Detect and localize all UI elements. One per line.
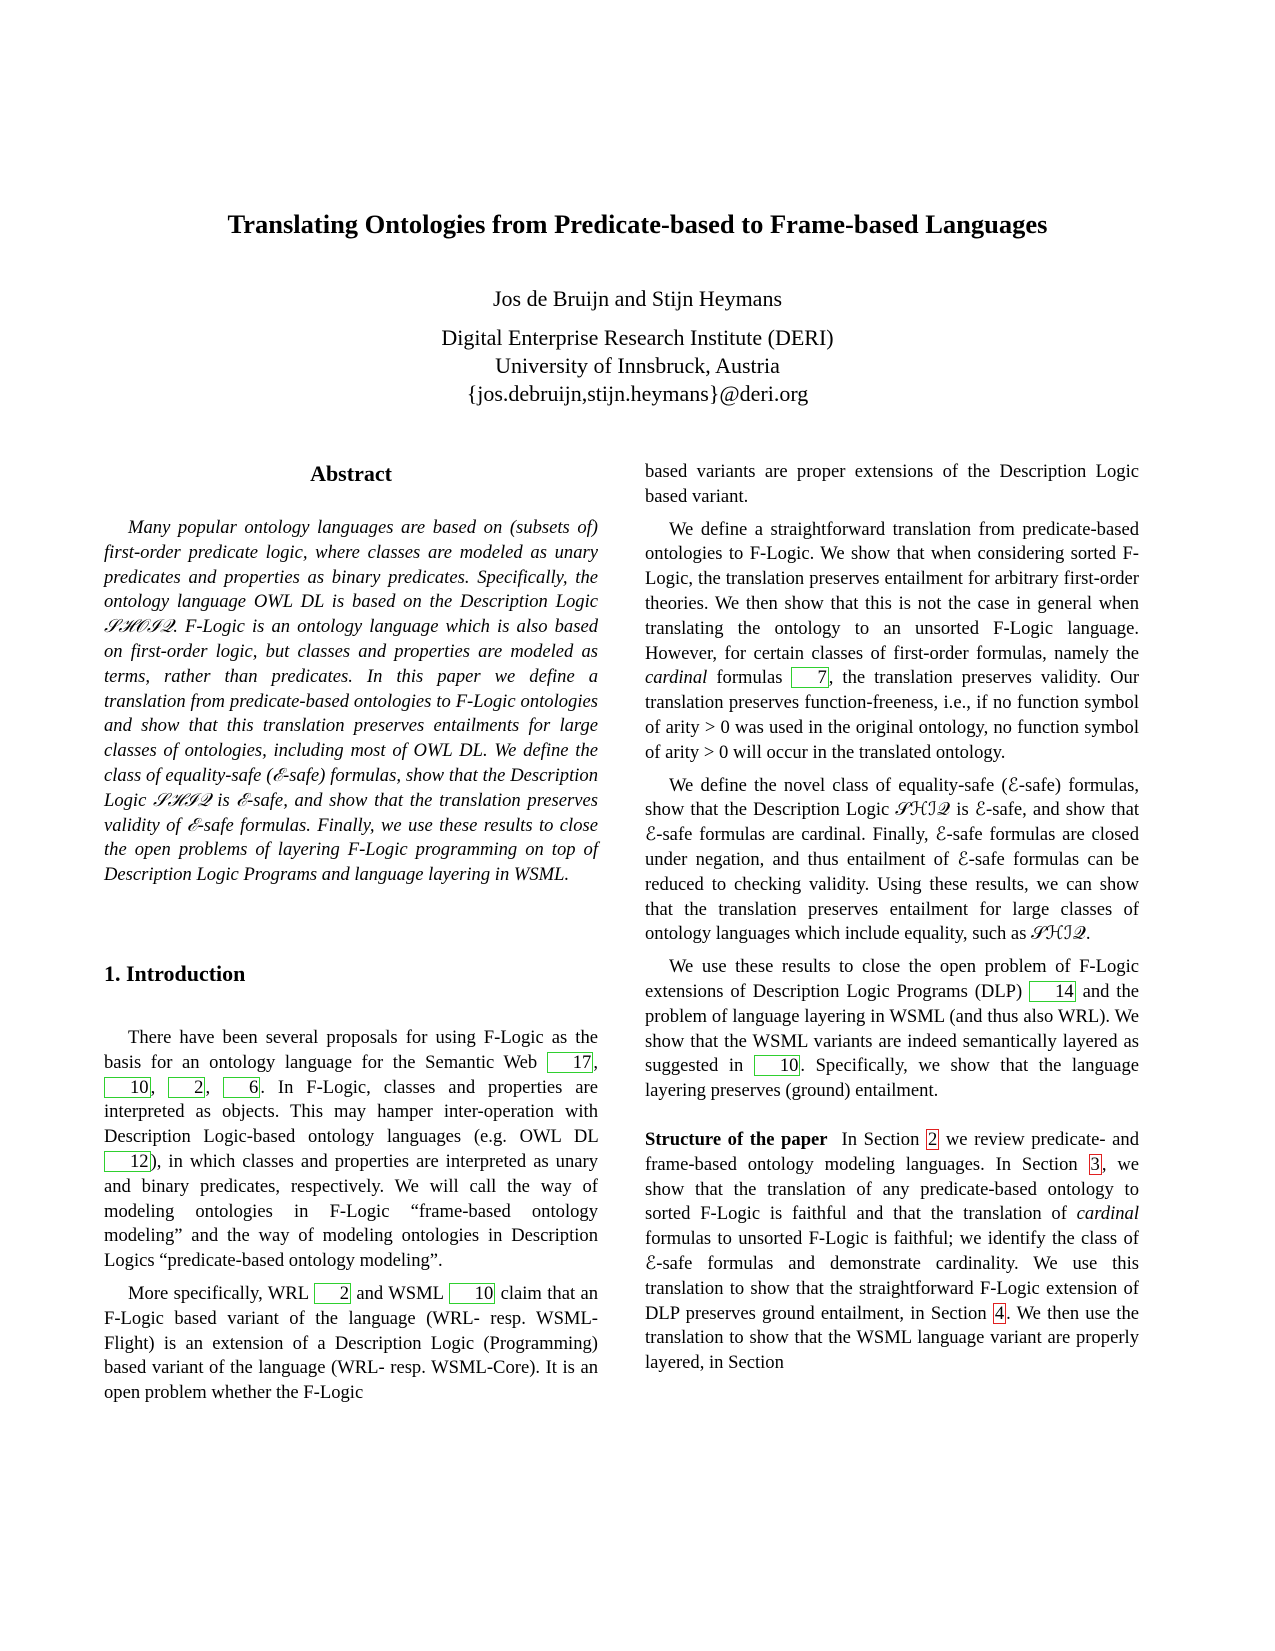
- citation-link[interactable]: 12: [104, 1151, 151, 1172]
- intro-paragraph-2: [104, 1282, 598, 1406]
- text-run: formulas: [716, 667, 783, 689]
- text-run: and WSML: [356, 1282, 444, 1304]
- affiliation-institute: Digital Enterprise Research Institute (DERI): [441, 325, 834, 350]
- citation-link[interactable]: 14: [1029, 981, 1076, 1002]
- citation-link[interactable]: 7: [791, 667, 828, 688]
- author-affiliation: [100, 324, 1175, 408]
- citation-link[interactable]: 17: [547, 1052, 594, 1073]
- citation-link[interactable]: 6: [223, 1077, 260, 1098]
- abstract-heading: Abstract: [310, 461, 392, 486]
- paper-authors: Jos de Bruijn and Stijn Heymans: [492, 286, 783, 311]
- text-run: and the problem of language layering in WSML (and thus also WRL). We show that the WSML variants are indeed semantically layered as suggested in: [645, 980, 1139, 1077]
- text-run: we review predicate- and frame-based ontology modeling languages. In Section: [645, 1128, 1139, 1175]
- text-run: formulas to unsorted F-Logic is faithful; we identify the class of ℰ-safe formulas and demonstrate cardinality. We use this translation to show that the straightforward F-Logic extension of DLP preserves ground entailment, in Section: [645, 1228, 1139, 1324]
- paper-title: Translating Ontologies from Predicate-based to Frame-based Languages: [227, 209, 1048, 239]
- text-run: . Specifically, we show that the language layering preserves (ground) entailment.: [645, 1055, 1139, 1102]
- section-reference-link[interactable]: 4: [994, 1302, 1005, 1324]
- citation-link[interactable]: 2: [168, 1077, 205, 1098]
- structure-paragraph: [645, 1128, 1139, 1376]
- text-run: We use these results to close the open problem of F-Logic extensions of Description Logic Programs (DLP): [645, 956, 1139, 1002]
- section-reference-link[interactable]: 2: [927, 1128, 938, 1150]
- intro-paragraph-1: There have been several proposals for using F-Logic as the basis for an ontology language for the Semantic Web 17 , 10 , 2 , 6 . In F-Logic, classes and properties are interpreted as objects. This may hamper inter-operation with Description Logic-based ontology languages (e.g. OWL DL 12 ), in which classes and properties are interpreted as unary and binary predicates, respectively. We will call the way of modeling ontologies in F-Logic “frame-based ontology modeling” and the way of modeling ontologies in Description Logics “predicate-based ontology modeling”.: [104, 1026, 598, 1272]
- text-run: We define a straightforward translation from predicate-based ontologies to F-Logic. We show that when considering sorted F-Logic, the translation preserves entailment for arbitrary first-order theories. We then show that this is not the case in general when translating the ontology to an unsorted F-Logic language. However, for certain classes of first-order formulas, namely the: [645, 518, 1139, 664]
- right-column: [645, 460, 1139, 1384]
- affiliation-emails: {jos.debruijn,stijn.heymans}@deri.org: [466, 381, 809, 406]
- citation-link[interactable]: 10: [449, 1283, 496, 1304]
- paragraph-heading: Structure of the paper: [645, 1128, 828, 1150]
- text-run: claim that an F-Logic based variant of the language (WRL- resp. WSML-Flight) is an extension of a Description Logic (Programming) based variant of the language (WRL- resp. WSML-Core). It is an open problem whether the F-Logic: [104, 1282, 599, 1404]
- text-run: . In F-Logic, classes and properties are interpreted as objects. This may hamper inter-operation with Description Logic-based ontology languages (e.g. OWL DL: [104, 1076, 598, 1148]
- intro-paragraph-continued: based variants are proper extensions of the Description Logic based variant.: [645, 461, 1139, 507]
- text-run: There have been several proposals for using F-Logic as the basis for an ontology language for the Semantic Web: [104, 1026, 598, 1073]
- intro-paragraph-5: [645, 955, 1139, 1104]
- intro-paragraph-4: We define the novel class of equality-safe (ℰ-safe) formulas, show that the Description Logic 𝒮ℋℐ𝒬 is ℰ-safe, and show that ℰ-safe formulas are cardinal. Finally, ℰ-safe formulas are closed under negation, and thus entailment of ℰ-safe formulas can be reduced to checking validity. Using these results, we can show that the translation preserves entailment for large classes of ontology languages which include equality, such as 𝒮ℋℐ𝒬.: [645, 774, 1139, 945]
- section-heading-introduction: 1. Introduction: [104, 960, 246, 986]
- citation-link[interactable]: 2: [314, 1283, 351, 1304]
- abstract-text: Many popular ontology languages are based on (subsets of) first-order predicate logic, where classes are modeled as unary predicates and properties as binary predicates. Specifically, the ontology language OWL DL is based on the Description Logic 𝒮ℋ𝒪ℐ𝒬. F-Logic is an ontology language which is also based on first-order logic, but classes and properties are modeled as terms, rather than predicates. In this paper we define a translation from predicate-based ontologies to F-Logic ontologies and show that this translation preserves entailments for large classes of ontologies, including most of OWL DL. We define the class of equality-safe (ℰ-safe) formulas, show that the Description Logic 𝒮ℋℐ𝒬 is ℰ-safe, and show that the translation preserves validity of ℰ-safe formulas. Finally, we use these results to close the open problems of layering F-Logic programming on top of Description Logic Programs and language layering in WSML.: [104, 517, 598, 886]
- text-run: More specifically, WRL: [128, 1282, 309, 1304]
- intro-paragraph-3: [645, 518, 1139, 766]
- affiliation-university: University of Innsbruck, Austria: [495, 353, 780, 378]
- section-reference-link[interactable]: 3: [1090, 1153, 1100, 1175]
- text-run: , we show that the translation of any predicate-based ontology to sorted F-Logic is faithful and that the translation of: [645, 1153, 1139, 1225]
- text-run: In Section: [841, 1128, 920, 1150]
- text-run: ), in which classes and properties are interpreted as unary and binary predicates, respectively. We will call the way of modeling ontologies in F-Logic “frame-based ontology modeling” and the way of modeling ontologies in Description Logics “predicate-based ontology modeling”.: [104, 1150, 598, 1272]
- emphasis: cardinal: [645, 667, 708, 689]
- citation-link[interactable]: 10: [754, 1055, 801, 1076]
- citation-link[interactable]: 10: [104, 1077, 151, 1098]
- text-run: , the translation preserves validity. Our translation preserves function-freeness, i.e., if no function symbol of arity > 0 was used in the original ontology, no function symbol of arity > 0 will occur in the translated ontology.: [645, 667, 1140, 763]
- emphasis: cardinal: [1076, 1203, 1139, 1225]
- left-column: [104, 460, 598, 1414]
- text-run: . We then use the translation to show that the WSML language variant are properly layered, in Section: [645, 1302, 1139, 1374]
